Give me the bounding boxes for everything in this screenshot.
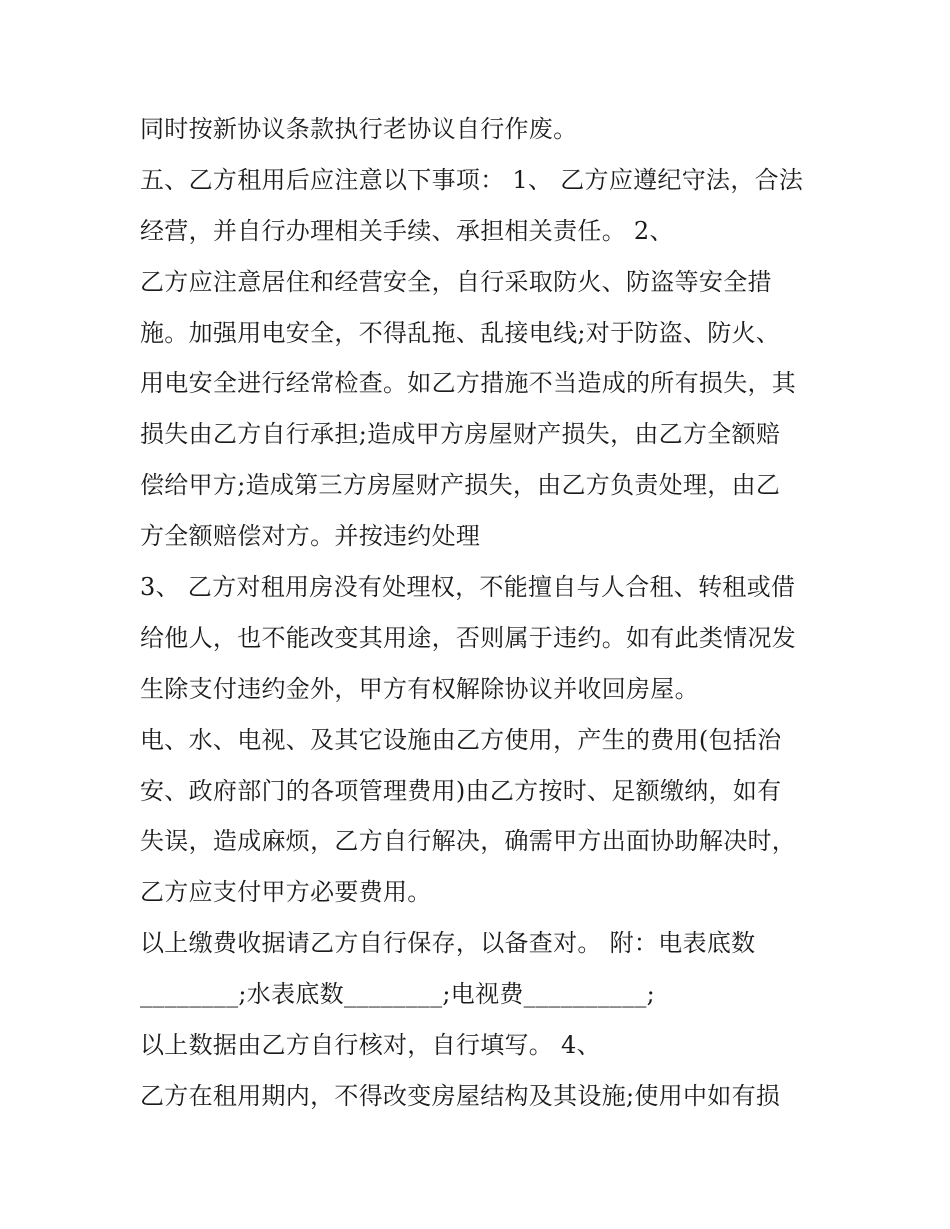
text-line: 乙方应支付甲方必要费用。 [140,878,432,907]
text-line: 电、水、电视、及其它设施由乙方使用，产生的费用(包括治 [140,725,782,754]
text-line: 用电安全进行经常检查。如乙方措施不当造成的所有损失，其 [140,369,797,398]
text-line: 失误，造成麻烦，乙方自行解决，确需甲方出面协助解决时， [140,827,797,856]
text-line: 同时按新协议条款执行老协议自行作废。 [140,115,578,143]
text-line: 经营，并自行办理相关手续、承担相关责任。 2、 [140,216,674,245]
text-line: 以上数据由乙方自行核对，自行填写。 4、 [140,1031,601,1060]
text-line: 偿给甲方;造成第三方房屋财产损失，由乙方负责处理，由乙 [140,471,781,500]
text-line: 施。加强用电安全，不得乱拖、乱接电线;对于防盗、防火、 [140,318,781,347]
text-line: 生除支付违约金外，甲方有权解除协议并收回房屋。 [140,674,699,703]
text-line: 损失由乙方自行承担;造成甲方房屋财产损失，由乙方全额赔 [140,420,781,449]
text-line: 安、政府部门的各项管理费用)由乙方按时、足额缴纳，如有 [140,776,782,805]
text-line: 方全额赔偿对方。并按违约处理 [140,522,481,551]
document-body [140,104,830,1122]
text-line: 给他人，也不能改变其用途，否则属于违约。如有此类情况发 [140,623,797,652]
text-line: 3、 乙方对租用房没有处理权，不能擅自与人合租、转租或借 [140,573,796,602]
text-line: 以上缴费收据请乙方自行保存，以备查对。 附：电表底数 [140,929,756,958]
text-line: 乙方在租用期内，不得改变房屋结构及其设施;使用中如有损 [140,1081,781,1110]
text-line: 乙方应注意居住和经营安全，自行采取防火、防盗等安全措 [140,267,772,296]
text-line: 五、乙方租用后应注意以下事项： 1、 乙方应遵纪守法，合法 [140,165,804,194]
text-line: ________;水表底数________;电视费__________; [140,980,656,1009]
